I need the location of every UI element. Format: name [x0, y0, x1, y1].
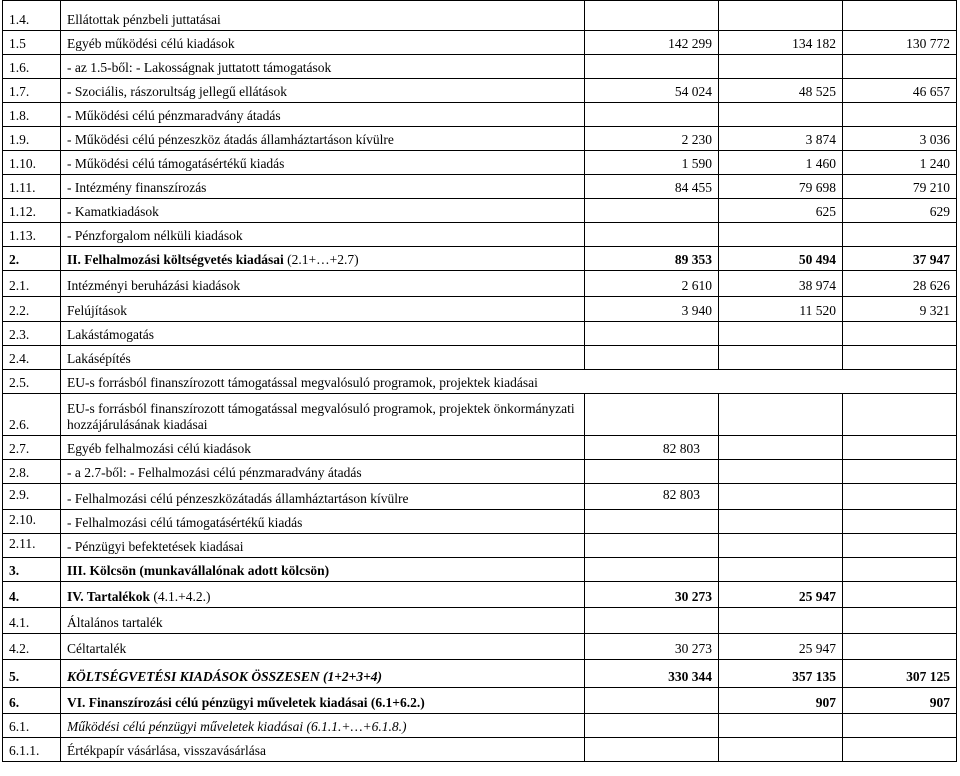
- value-cell: [719, 1, 843, 31]
- row-number: 1.5: [3, 31, 61, 55]
- row-number: 1.10.: [3, 151, 61, 175]
- table-row: [3, 1, 957, 31]
- row-number: 1.6.: [3, 55, 61, 79]
- value-cell: [585, 322, 719, 346]
- value-cell: [585, 608, 719, 634]
- value-cell: [843, 322, 957, 346]
- value-cell: 25 947: [719, 582, 843, 608]
- value-cell: [719, 346, 843, 370]
- row-number: 6.1.1.: [3, 738, 61, 762]
- value-cell: 307 125: [843, 660, 957, 688]
- table-row: [3, 271, 957, 297]
- value-cell: [719, 322, 843, 346]
- table-row: [3, 714, 957, 738]
- value-cell: 2 230: [585, 127, 719, 151]
- value-cell: [585, 199, 719, 223]
- value-cell: [585, 460, 719, 484]
- row-description: Értékpapír vásárlása, visszavásárlása: [61, 738, 585, 762]
- table-row: [3, 151, 957, 175]
- value-cell: [719, 510, 843, 534]
- row-description: - Pénzforgalom nélküli kiadások: [61, 223, 585, 247]
- value-cell: 330 344: [585, 660, 719, 688]
- table-row: [3, 55, 957, 79]
- table-row: [3, 460, 957, 484]
- value-cell: [719, 738, 843, 762]
- row-description: Felújítások: [61, 297, 585, 322]
- value-cell: [719, 608, 843, 634]
- table-row: [3, 79, 957, 103]
- row-description: Céltartalék: [61, 634, 585, 660]
- table-row: [3, 660, 957, 688]
- table-row: [3, 103, 957, 127]
- table-row: [3, 223, 957, 247]
- row-description: - Pénzügyi befektetések kiadásai: [61, 534, 585, 558]
- value-cell: [719, 714, 843, 738]
- value-cell: 30 273: [585, 634, 719, 660]
- value-cell: [843, 55, 957, 79]
- value-cell: [843, 223, 957, 247]
- row-number: 2.3.: [3, 322, 61, 346]
- value-cell: 9 321: [843, 297, 957, 322]
- row-description: - Kamatkiadások: [61, 199, 585, 223]
- value-cell: 357 135: [719, 660, 843, 688]
- row-formula: (4.1.+4.2.): [150, 589, 211, 604]
- value-cell: [719, 394, 843, 436]
- value-cell: [585, 223, 719, 247]
- value-cell: 79 698: [719, 175, 843, 199]
- row-number: 2.4.: [3, 346, 61, 370]
- row-number: 1.13.: [3, 223, 61, 247]
- row-title: IV. Tartalékok: [67, 589, 151, 604]
- value-cell: [585, 510, 719, 534]
- row-number: 1.9.: [3, 127, 61, 151]
- value-cell: [843, 738, 957, 762]
- value-cell: 3 940: [585, 297, 719, 322]
- table-row: [3, 608, 957, 634]
- row-description: - Működési célú pénzeszköz átadás államháztartáson kívülre: [61, 127, 585, 151]
- row-description: Lakástámogatás: [61, 322, 585, 346]
- row-description: Egyéb működési célú kiadások: [61, 31, 585, 55]
- table-row: [3, 582, 957, 608]
- row-number: 1.8.: [3, 103, 61, 127]
- value-cell: [719, 534, 843, 558]
- value-cell: [585, 714, 719, 738]
- table-row: [3, 634, 957, 660]
- value-cell: [719, 436, 843, 460]
- value-cell: [843, 460, 957, 484]
- value-cell: 907: [843, 688, 957, 714]
- row-description: - Intézmény finanszírozás: [61, 175, 585, 199]
- value-cell: [585, 394, 719, 436]
- row-description: [61, 247, 585, 271]
- value-cell: 1 460: [719, 151, 843, 175]
- value-cell: [843, 1, 957, 31]
- value-cell: [843, 582, 957, 608]
- row-description: EU-s forrásból finanszírozott támogatással megvalósuló programok, projektek önkormányzati hozzájárulásának kiadásai: [61, 394, 585, 436]
- table-row: [3, 322, 957, 346]
- value-cell: 130 772: [843, 31, 957, 55]
- row-description: III. Kölcsön (munkavállalónak adott kölcsön): [61, 558, 585, 582]
- value-cell: 25 947: [719, 634, 843, 660]
- table-row: [3, 688, 957, 714]
- row-description: Működési célú pénzügyi műveletek kiadásai (6.1.1.+…+6.1.8.): [61, 714, 585, 738]
- value-cell: [719, 558, 843, 582]
- row-description: Ellátottak pénzbeli juttatásai: [61, 1, 585, 31]
- row-number: 5.: [3, 660, 61, 688]
- table-row: [3, 436, 957, 460]
- row-description: - a 2.7-ből: - Felhalmozási célú pénzmaradvány átadás: [61, 460, 585, 484]
- table-row: [3, 247, 957, 271]
- value-cell: 11 520: [719, 297, 843, 322]
- value-cell: [843, 714, 957, 738]
- table-row: [3, 297, 957, 322]
- value-cell: [585, 534, 719, 558]
- value-cell: 142 299: [585, 31, 719, 55]
- row-description: Egyéb felhalmozási célú kiadások: [61, 436, 585, 460]
- table-row: [3, 175, 957, 199]
- row-number: 2.11.: [3, 534, 61, 558]
- value-cell: 1 240: [843, 151, 957, 175]
- value-cell: [719, 55, 843, 79]
- table-row: [3, 510, 957, 534]
- value-cell: 37 947: [843, 247, 957, 271]
- row-number: 2.5.: [3, 370, 61, 394]
- value-cell: [843, 558, 957, 582]
- value-cell: 54 024: [585, 79, 719, 103]
- row-description: Lakásépítés: [61, 346, 585, 370]
- value-cell: 629: [843, 199, 957, 223]
- value-cell: [585, 55, 719, 79]
- row-description: - Szociális, rászorultság jellegű ellátások: [61, 79, 585, 103]
- row-description: Általános tartalék: [61, 608, 585, 634]
- value-cell: 30 273: [585, 582, 719, 608]
- value-cell: [585, 1, 719, 31]
- table-row: [3, 484, 957, 510]
- table-row: [3, 534, 957, 558]
- value-cell: 28 626: [843, 271, 957, 297]
- row-number: 4.: [3, 582, 61, 608]
- row-number: 6.: [3, 688, 61, 714]
- value-cell: 82 803: [585, 484, 719, 510]
- row-number: 2.1.: [3, 271, 61, 297]
- value-cell: 46 657: [843, 79, 957, 103]
- value-cell: [843, 534, 957, 558]
- row-number: 2.2.: [3, 297, 61, 322]
- value-cell: 3 874: [719, 127, 843, 151]
- row-formula: (2.1+…+2.7): [283, 252, 359, 267]
- value-cell: [843, 103, 957, 127]
- row-number: 1.11.: [3, 175, 61, 199]
- row-description: - Működési célú támogatásértékű kiadás: [61, 151, 585, 175]
- row-number: 1.7.: [3, 79, 61, 103]
- value-cell: [843, 394, 957, 436]
- value-cell: [843, 484, 957, 510]
- value-cell: [843, 510, 957, 534]
- value-cell: 82 803: [585, 436, 719, 460]
- value-cell: 38 974: [719, 271, 843, 297]
- row-description: KÖLTSÉGVETÉSI KIADÁSOK ÖSSZESEN (1+2+3+4): [61, 660, 585, 688]
- table-row: [3, 394, 957, 436]
- row-number: 2.8.: [3, 460, 61, 484]
- row-description: Intézményi beruházási kiadások: [61, 271, 585, 297]
- row-description: - az 1.5-ből: - Lakosságnak juttatott támogatások: [61, 55, 585, 79]
- table-row: [3, 346, 957, 370]
- value-cell: [585, 738, 719, 762]
- value-cell: [719, 103, 843, 127]
- value-cell: [585, 558, 719, 582]
- table-row: [3, 558, 957, 582]
- value-cell: [719, 484, 843, 510]
- value-cell: 79 210: [843, 175, 957, 199]
- value-cell: 134 182: [719, 31, 843, 55]
- row-number: 4.2.: [3, 634, 61, 660]
- value-cell: 1 590: [585, 151, 719, 175]
- value-cell: 89 353: [585, 247, 719, 271]
- value-cell: [585, 346, 719, 370]
- row-number: 6.1.: [3, 714, 61, 738]
- table-row: [3, 738, 957, 762]
- row-number: 2.7.: [3, 436, 61, 460]
- value-cell: 625: [719, 199, 843, 223]
- value-cell: [719, 223, 843, 247]
- value-cell: [843, 634, 957, 660]
- row-number: 2.: [3, 247, 61, 271]
- value-cell: [719, 460, 843, 484]
- value-cell: 907: [719, 688, 843, 714]
- row-number: 4.1.: [3, 608, 61, 634]
- value-cell: 50 494: [719, 247, 843, 271]
- value-cell: 48 525: [719, 79, 843, 103]
- value-cell: [843, 436, 957, 460]
- table-row: [3, 370, 957, 394]
- row-description: - Felhalmozási célú támogatásértékű kiadás: [61, 510, 585, 534]
- value-cell: [585, 103, 719, 127]
- row-number: 1.4.: [3, 1, 61, 31]
- table-row: [3, 127, 957, 151]
- row-number: 1.12.: [3, 199, 61, 223]
- table-row: [3, 31, 957, 55]
- value-cell: [843, 608, 957, 634]
- row-number: 2.9.: [3, 484, 61, 510]
- row-description: [61, 582, 585, 608]
- row-number: 3.: [3, 558, 61, 582]
- row-description: EU-s forrásból finanszírozott támogatással megvalósuló programok, projektek kiadásai: [61, 370, 957, 394]
- value-cell: 84 455: [585, 175, 719, 199]
- budget-expenditure-table: [2, 0, 957, 762]
- value-cell: [843, 346, 957, 370]
- row-number: 2.10.: [3, 510, 61, 534]
- value-cell: 3 036: [843, 127, 957, 151]
- row-number: 2.6.: [3, 394, 61, 436]
- row-description: - Működési célú pénzmaradvány átadás: [61, 103, 585, 127]
- value-cell: 2 610: [585, 271, 719, 297]
- row-description: - Felhalmozási célú pénzeszközátadás államháztartáson kívülre: [61, 484, 585, 510]
- table-row: [3, 199, 957, 223]
- row-description: VI. Finanszírozási célú pénzügyi műveletek kiadásai (6.1+6.2.): [61, 688, 585, 714]
- value-cell: [585, 688, 719, 714]
- row-title: II. Felhalmozási költségvetés kiadásai: [67, 252, 284, 267]
